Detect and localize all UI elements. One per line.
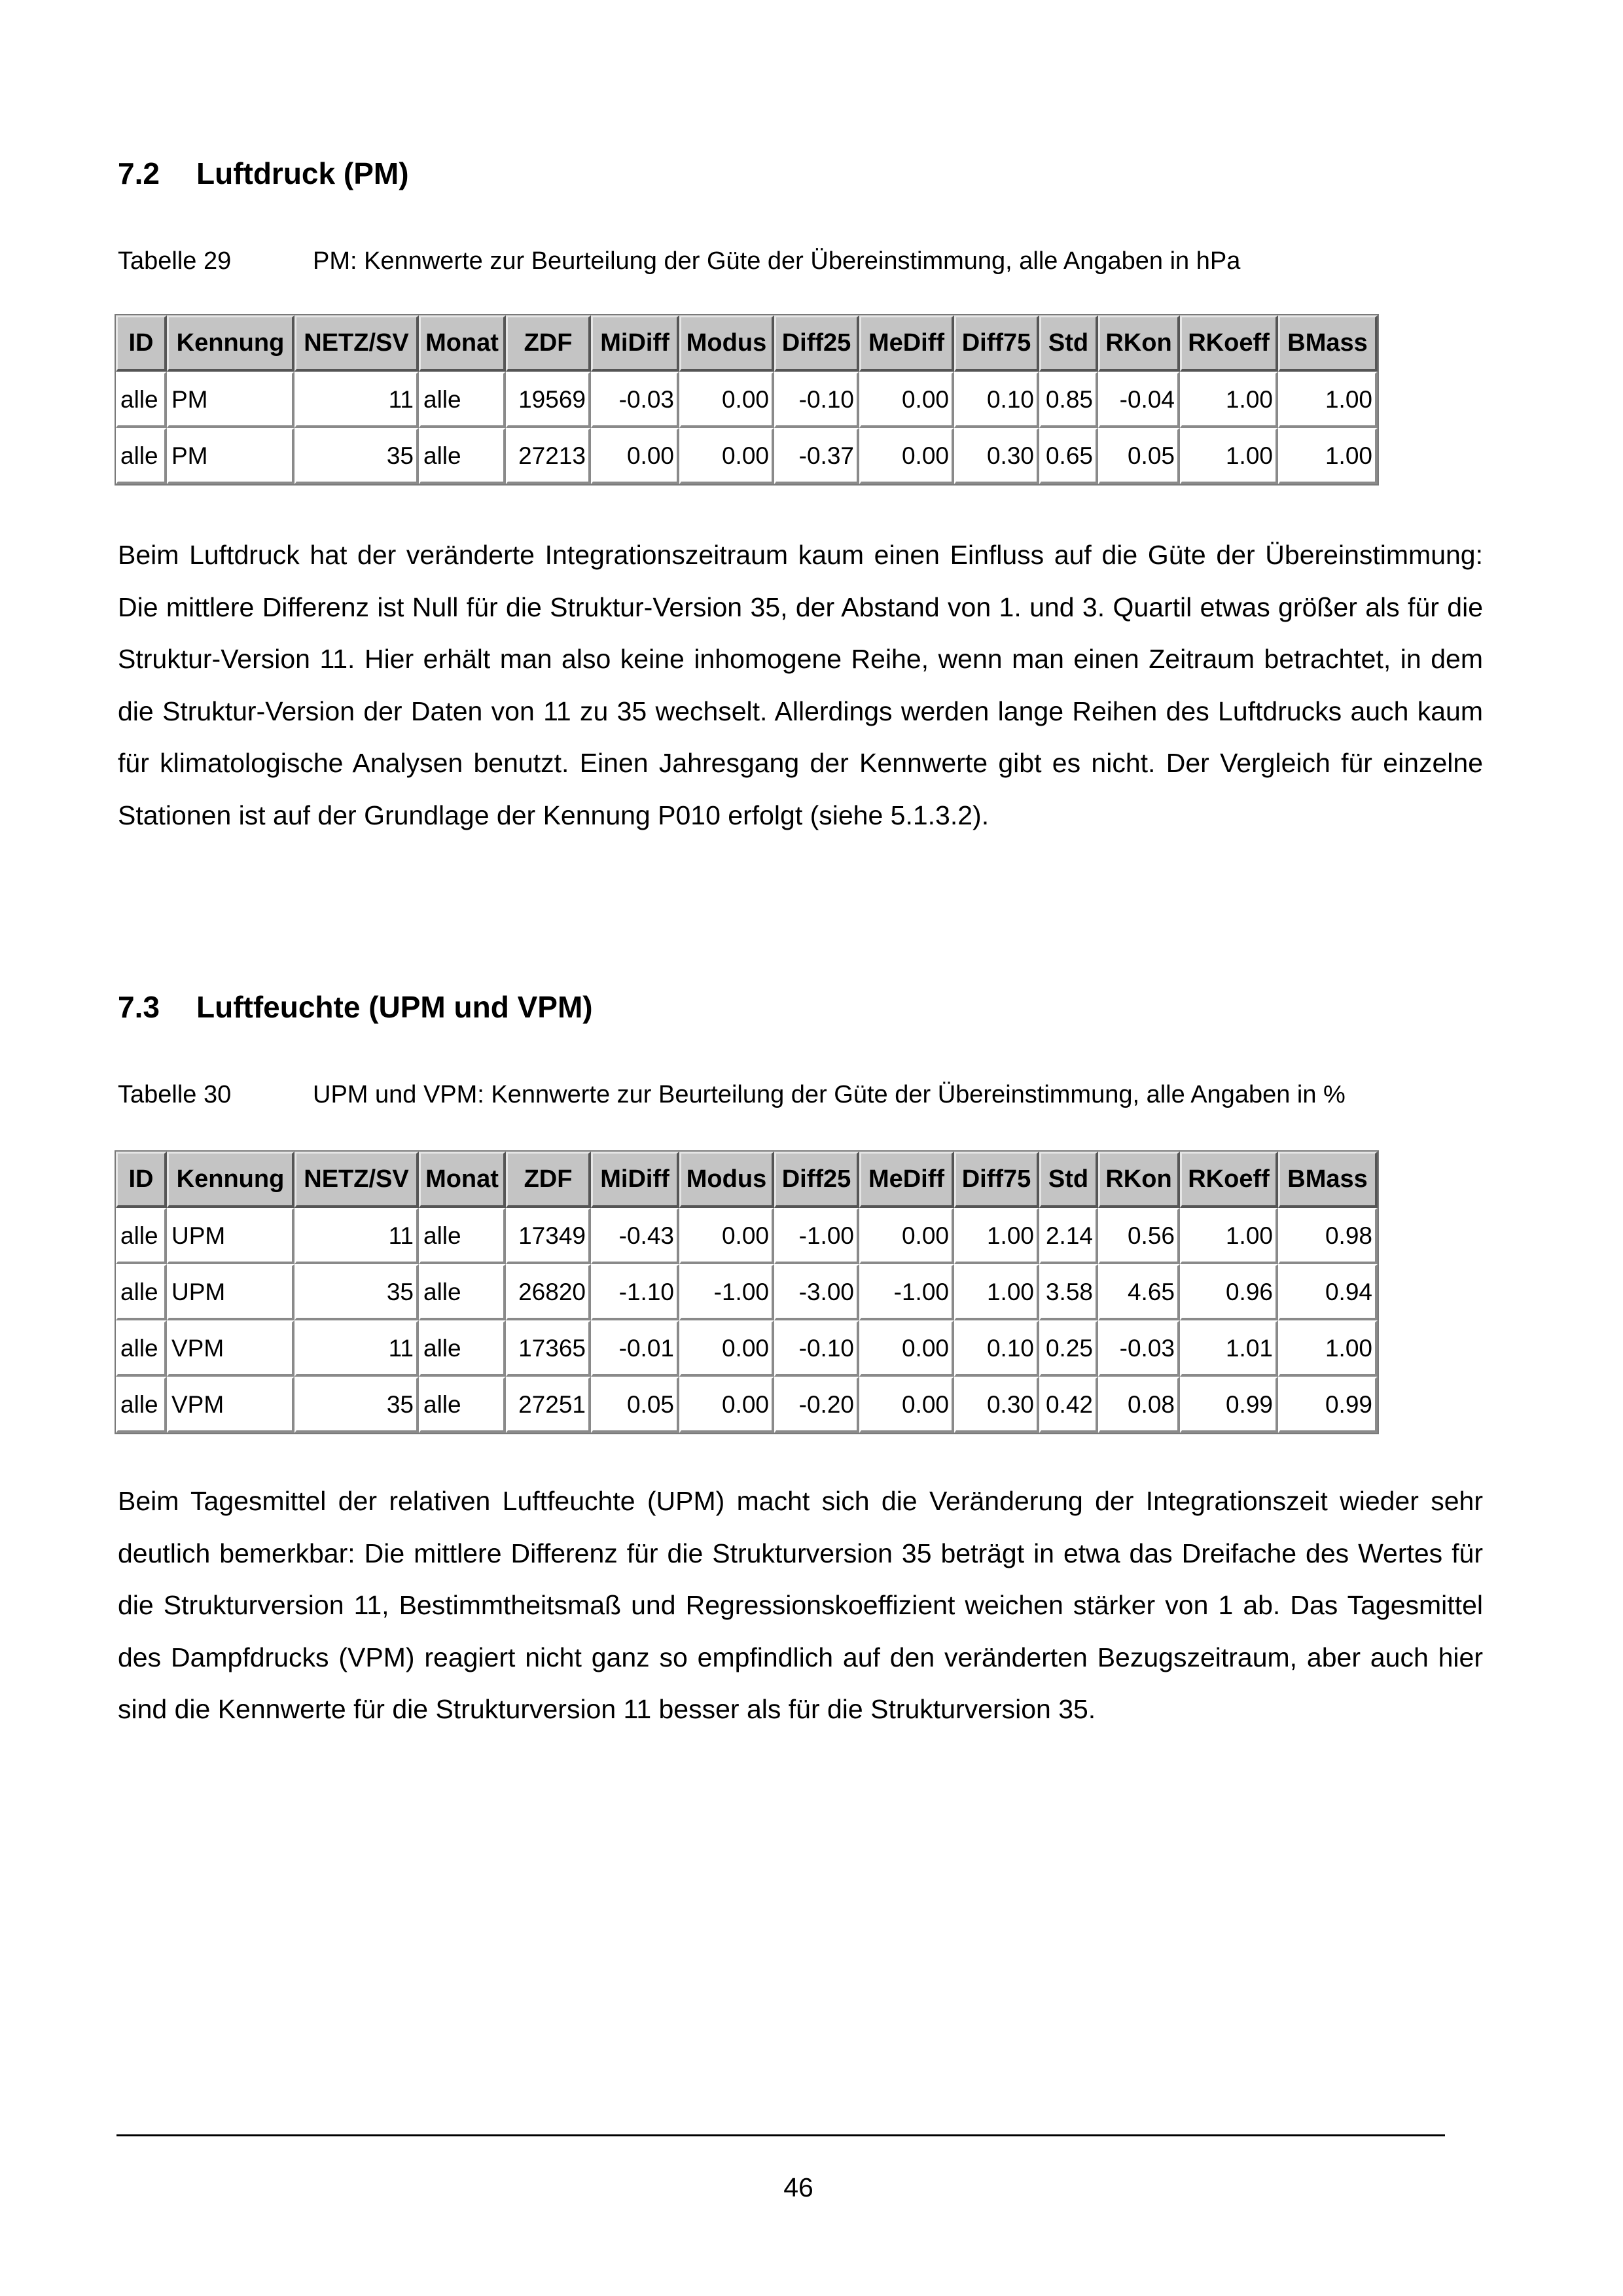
table-cell: 4.65 [1098,1264,1180,1320]
table-cell: 1.01 [1180,1320,1278,1377]
column-header-midiff: MiDiff [591,1152,679,1208]
column-header-rkon: RKon [1098,1152,1180,1208]
table-cell: 1.00 [954,1264,1039,1320]
column-header-bmass: BMass [1278,1152,1378,1208]
column-header-rkoeff: RKoeff [1180,1152,1278,1208]
column-header-netz-sv: NETZ/SV [294,1152,419,1208]
table-cell: -1.00 [774,1208,859,1264]
table-cell: alle [116,428,167,484]
section-title: Luftdruck (PM) [196,156,409,190]
table-cell: alle [419,1208,506,1264]
table-cell: -0.03 [591,372,679,428]
table-cell: 0.30 [954,428,1039,484]
table-cell: -0.20 [774,1377,859,1433]
table-cell: alle [419,1320,506,1377]
table-cell: 1.00 [1278,372,1378,428]
table-cell: 11 [294,372,419,428]
table-cell: 1.00 [1180,1208,1278,1264]
table-cell: PM [167,372,294,428]
table-cell: 1.00 [1180,428,1278,484]
table-cell: -1.00 [679,1264,774,1320]
table-cell: 0.05 [1098,428,1180,484]
table-cell: 27251 [506,1377,591,1433]
column-header-midiff: MiDiff [591,315,679,372]
table-cell: 0.00 [679,1377,774,1433]
column-header-std: Std [1039,1152,1098,1208]
table-cell: 0.08 [1098,1377,1180,1433]
table-cell: 0.00 [859,1208,954,1264]
table-cell: 0.99 [1180,1377,1278,1433]
table-row [116,428,1378,484]
table-cell: alle [116,1377,167,1433]
table-cell: 0.56 [1098,1208,1180,1264]
column-header-rkon: RKon [1098,315,1180,372]
table-cell: 0.42 [1039,1377,1098,1433]
table-cell: alle [419,428,506,484]
column-header-diff25: Diff25 [774,1152,859,1208]
table-cell: -1.10 [591,1264,679,1320]
column-header-mediff: MeDiff [859,1152,954,1208]
column-header-mediff: MeDiff [859,315,954,372]
table-cell: alle [419,1264,506,1320]
table-cell: 0.65 [1039,428,1098,484]
table-cell: 35 [294,1264,419,1320]
table-cell: alle [419,1377,506,1433]
table-cell: alle [419,372,506,428]
section-heading-7-3 [118,989,593,1025]
table-cell: 17365 [506,1320,591,1377]
column-header-kennung: Kennung [167,315,294,372]
column-header-monat: Monat [419,315,506,372]
table-row [116,372,1378,428]
section-number: 7.3 [118,990,160,1024]
column-header-diff25: Diff25 [774,315,859,372]
table-cell: 0.00 [591,428,679,484]
table-cell: 0.10 [954,372,1039,428]
table-cell: 0.05 [591,1377,679,1433]
table-label: Tabelle 29 [118,247,232,275]
table-cell: UPM [167,1208,294,1264]
column-header-bmass: BMass [1278,315,1378,372]
table-cell: 19569 [506,372,591,428]
page-number: 46 [783,2172,813,2202]
column-header-modus: Modus [679,1152,774,1208]
table-row [116,1320,1378,1377]
table-row [116,1208,1378,1264]
table-cell: 0.99 [1278,1377,1378,1433]
table-row [116,1264,1378,1320]
column-header-diff75: Diff75 [954,315,1039,372]
table-cell: 11 [294,1208,419,1264]
table-cell: 0.00 [859,1320,954,1377]
table-cell: 26820 [506,1264,591,1320]
table-cell: 0.85 [1039,372,1098,428]
column-header-kennung: Kennung [167,1152,294,1208]
table-cell: 0.00 [679,428,774,484]
table-29 [115,314,1379,486]
table-cell: 0.30 [954,1377,1039,1433]
table-cell: 0.00 [679,1208,774,1264]
column-header-zdf: ZDF [506,1152,591,1208]
table-cell: VPM [167,1320,294,1377]
table-label: Tabelle 30 [118,1081,232,1108]
column-header-id: ID [116,1152,167,1208]
table-header-row [116,315,1378,372]
table-cell: 35 [294,1377,419,1433]
table-cell: -0.03 [1098,1320,1180,1377]
table-caption-29 [118,247,1240,275]
column-header-id: ID [116,315,167,372]
table-30 [115,1150,1379,1434]
table-cell: 17349 [506,1208,591,1264]
column-header-diff75: Diff75 [954,1152,1039,1208]
table-cell: 3.58 [1039,1264,1098,1320]
table-cell: 0.00 [859,428,954,484]
table-cell: 0.10 [954,1320,1039,1377]
table-cell: alle [116,372,167,428]
table-cell: 0.96 [1180,1264,1278,1320]
table-cell: 1.00 [954,1208,1039,1264]
table-cell: 0.94 [1278,1264,1378,1320]
section-title: Luftfeuchte (UPM und VPM) [196,990,593,1024]
table-cell: 1.00 [1278,1320,1378,1377]
table-cell: alle [116,1208,167,1264]
paragraph-luftfeuchte: Beim Tagesmittel der relativen Luftfeuchte (UPM) macht sich die Veränderung der Integrationszeit wieder sehr deutlich bemerkbar: Die mittlere Differenz für die Strukturversion 35 beträgt in etwa das Dreifache des Wertes für die Strukturversion 11, Bestimmtheitsmaß und Regressionskoeffizient weichen stärker von 1 ab. Das Tagesmittel des Dampfdrucks (VPM) reagiert nicht ganz so empfindlich auf den veränderten Bezugszeitraum, aber auch hier sind die Kennwerte für die Strukturversion 11 besser als für die Strukturversion 35. [118,1486,1483,1724]
table-caption-30 [118,1081,1346,1109]
column-header-netz-sv: NETZ/SV [294,315,419,372]
table-cell: 0.00 [679,1320,774,1377]
table-cell: 11 [294,1320,419,1377]
table-cell: 1.00 [1278,428,1378,484]
footer-rule [116,2134,1445,2136]
table-cell: 2.14 [1039,1208,1098,1264]
table-cell: alle [116,1264,167,1320]
section-number: 7.2 [118,156,160,190]
table-cell: -0.04 [1098,372,1180,428]
table-cell: 35 [294,428,419,484]
section-heading-7-2 [118,156,409,191]
paragraph-luftdruck: Beim Luftdruck hat der veränderte Integrationszeitraum kaum einen Einfluss auf die Güte der Übereinstimmung: Die mittlere Differenz ist Null für die Struktur-Version 35, der Abstand von 1. und 3. Quartil etwas größer als für die Struktur-Version 11. Hier erhält man also keine inhomogene Reihe, wenn man einen Zeitraum betrachtet, in dem die Struktur-Version der Daten von 11 zu 35 wechselt. Allerdings werden lange Reihen des Luftdrucks auch kaum für klimatologische Analysen benutzt. Einen Jahresgang der Kennwerte gibt es nicht. Der Vergleich für einzelne Stationen ist auf der Grundlage der Kennung P010 erfolgt (siehe 5.1.3.2). [118,540,1483,830]
table-caption-text: PM: Kennwerte zur Beurteilung der Güte der Übereinstimmung, alle Angaben in hPa [313,247,1241,275]
column-header-std: Std [1039,315,1098,372]
table-cell: alle [116,1320,167,1377]
table-cell: 1.00 [1180,372,1278,428]
column-header-monat: Monat [419,1152,506,1208]
table-cell: 27213 [506,428,591,484]
table-cell: 0.25 [1039,1320,1098,1377]
table-cell: PM [167,428,294,484]
table-cell: -0.01 [591,1320,679,1377]
table-cell: -0.43 [591,1208,679,1264]
table-cell: 0.00 [679,372,774,428]
table-cell: -1.00 [859,1264,954,1320]
table-cell: UPM [167,1264,294,1320]
table-cell: 0.98 [1278,1208,1378,1264]
table-cell: -0.10 [774,372,859,428]
table-cell: -0.10 [774,1320,859,1377]
table-header-row [116,1152,1378,1208]
column-header-modus: Modus [679,315,774,372]
column-header-rkoeff: RKoeff [1180,315,1278,372]
table-cell: VPM [167,1377,294,1433]
table-row [116,1377,1378,1433]
table-cell: -3.00 [774,1264,859,1320]
table-cell: -0.37 [774,428,859,484]
table-cell: 0.00 [859,372,954,428]
table-caption-text: UPM und VPM: Kennwerte zur Beurteilung der Güte der Übereinstimmung, alle Angaben in % [313,1081,1346,1108]
column-header-zdf: ZDF [506,315,591,372]
table-cell: 0.00 [859,1377,954,1433]
